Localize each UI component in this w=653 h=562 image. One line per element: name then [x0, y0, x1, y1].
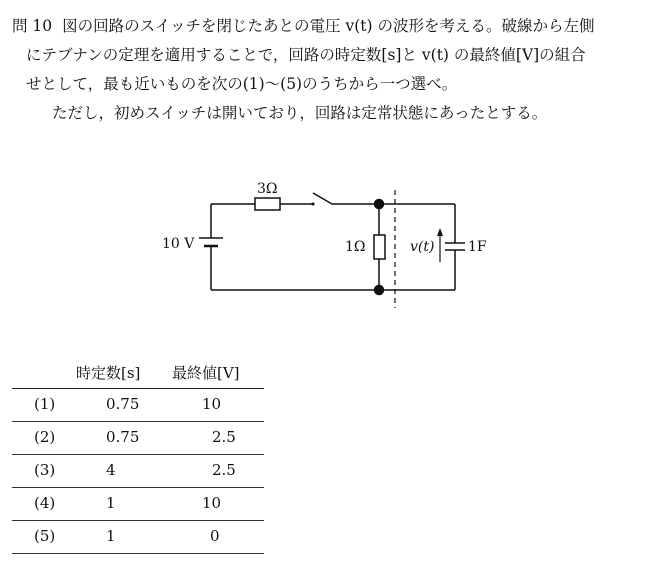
final-value: 10	[202, 395, 222, 413]
question-body-1: 図の回路のスイッチを閉じたあとの電圧 v(t) の波形を考える。破線から左側	[62, 17, 595, 35]
table-row	[12, 421, 264, 454]
question-line-2: にテブナンの定理を適用することで，回路の時定数[s]と v(t) の最終値[V]の組合	[26, 46, 586, 64]
time-constant-value: 1	[106, 494, 116, 512]
source-label: 10 V	[162, 236, 195, 252]
table-row	[12, 388, 264, 421]
capacitor-label: 1F	[468, 239, 487, 255]
option-number: (2)	[34, 428, 56, 446]
junction-dot-top	[375, 200, 384, 209]
final-value: 10	[202, 494, 222, 512]
time-constant-value: 0.75	[106, 428, 140, 446]
final-value: 2.5	[212, 461, 236, 479]
final-value: 0	[210, 527, 220, 545]
switch-blade	[313, 193, 332, 204]
option-number: (3)	[34, 461, 56, 479]
voltage-label: v(t)	[410, 239, 435, 255]
question-number: 問 10	[12, 17, 53, 35]
question-note: ただし，初めスイッチは開いており，回路は定常状態にあったとする。	[52, 104, 548, 122]
switch-contact-left	[312, 203, 314, 205]
shunt-resistor	[374, 235, 385, 259]
question-line-3: せとして，最も近いものを次の(1)～(5)のうちから一つ選べ。	[26, 75, 458, 93]
time-constant-value: 4	[106, 461, 116, 479]
shunt-resistor-label: 1Ω	[345, 239, 366, 255]
table-header	[12, 362, 264, 388]
final-value: 2.5	[212, 428, 236, 446]
header-final-value: 最終値[V]	[172, 364, 240, 382]
option-number: (4)	[34, 494, 56, 512]
table-row	[12, 520, 264, 554]
table-row	[12, 454, 264, 487]
header-time-constant: 時定数[s]	[76, 364, 141, 382]
voltage-arrowhead-icon	[437, 228, 443, 236]
answer-table	[12, 362, 264, 554]
time-constant-value: 1	[106, 527, 116, 545]
option-number: (5)	[34, 527, 56, 545]
table-row	[12, 487, 264, 520]
series-resistor-label: 3Ω	[257, 181, 278, 197]
series-resistor	[255, 198, 280, 210]
option-number: (1)	[34, 395, 56, 413]
time-constant-value: 0.75	[106, 395, 140, 413]
